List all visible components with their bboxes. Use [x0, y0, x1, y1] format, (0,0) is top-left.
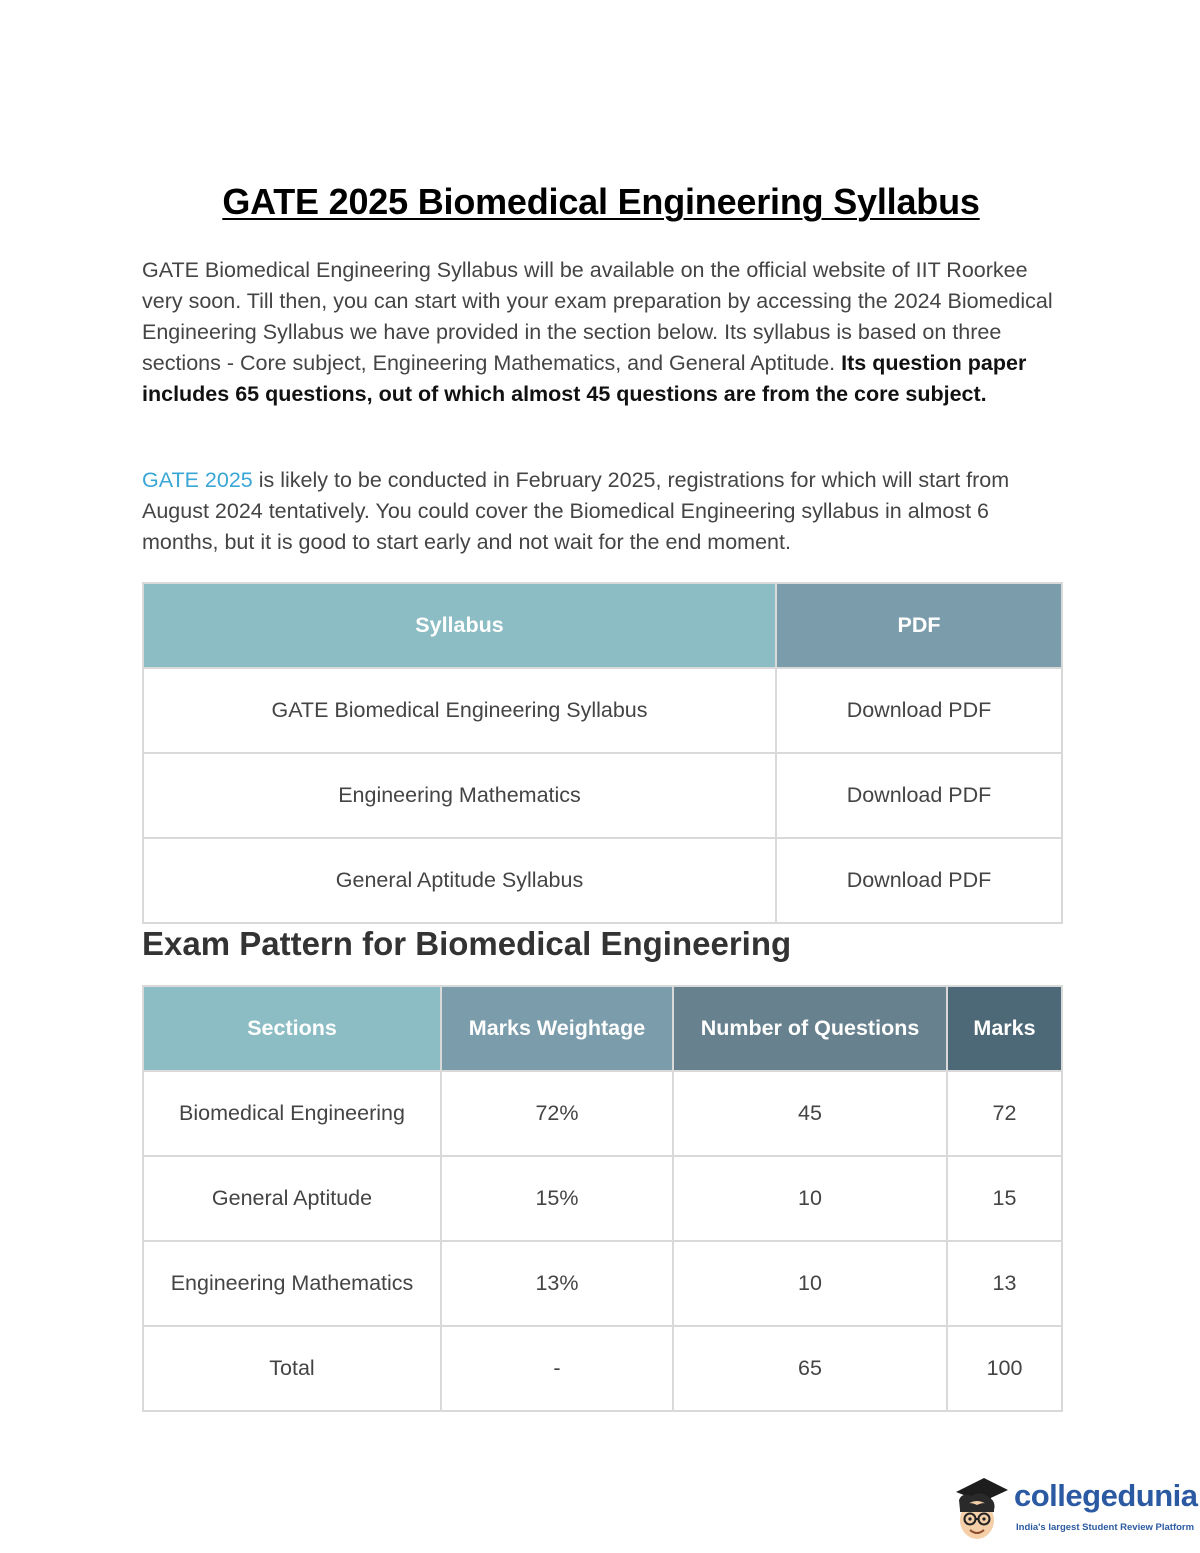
- question-count: 45: [673, 1071, 947, 1156]
- header-sections: Sections: [143, 986, 441, 1071]
- table-row: [143, 1241, 1062, 1326]
- question-count: 10: [673, 1241, 947, 1326]
- marks-value: 100: [947, 1326, 1062, 1411]
- header-marks: Marks: [947, 986, 1062, 1071]
- marks-weightage: -: [441, 1326, 673, 1411]
- syllabus-name: Engineering Mathematics: [143, 753, 776, 838]
- marks-value: 13: [947, 1241, 1062, 1326]
- exam-pattern-table: [142, 985, 1063, 1412]
- table-row: [143, 753, 1062, 838]
- syllabus-name: General Aptitude Syllabus: [143, 838, 776, 923]
- table-row: [143, 1071, 1062, 1156]
- marks-weightage: 13%: [441, 1241, 673, 1326]
- marks-weightage: 72%: [441, 1071, 673, 1156]
- download-pdf-link[interactable]: Download PDF: [776, 753, 1062, 838]
- collegedunia-logo[interactable]: [950, 1472, 1198, 1544]
- table-row-total: [143, 1326, 1062, 1411]
- section-name: General Aptitude: [143, 1156, 441, 1241]
- exam-pattern-header: [143, 986, 1062, 1071]
- syllabus-table-header: [143, 583, 1062, 668]
- section-name: Total: [143, 1326, 441, 1411]
- logo-wordmark: collegedunia: [1014, 1478, 1198, 1513]
- table-row: [143, 668, 1062, 753]
- download-pdf-link[interactable]: Download PDF: [776, 838, 1062, 923]
- syllabus-name: GATE Biomedical Engineering Syllabus: [143, 668, 776, 753]
- header-number-of-questions: Number of Questions: [673, 986, 947, 1071]
- schedule-text: is likely to be conducted in February 2025, registrations for which will start from August 2024 tentatively. You could cover the Biomedical Engineering syllabus in almost 6 months, but it is good to start early and not wait for the end moment.: [142, 468, 1010, 554]
- table-row: [143, 838, 1062, 923]
- mascot-icon: [950, 1472, 1012, 1544]
- marks-value: 72: [947, 1071, 1062, 1156]
- question-count: 65: [673, 1326, 947, 1411]
- header-syllabus: Syllabus: [143, 583, 776, 668]
- table-row: [143, 1156, 1062, 1241]
- marks-weightage: 15%: [441, 1156, 673, 1241]
- intro-paragraph: [142, 255, 1060, 410]
- intro-bold-text: Its question paper includes 65 questions, out of which almost 45 questions are from the core subject.: [142, 351, 1027, 406]
- marks-value: 15: [947, 1156, 1062, 1241]
- exam-pattern-heading: Exam Pattern for Biomedical Engineering: [142, 925, 792, 962]
- question-count: 10: [673, 1156, 947, 1241]
- header-marks-weightage: Marks Weightage: [441, 986, 673, 1071]
- syllabus-table: [142, 582, 1063, 924]
- download-pdf-link[interactable]: Download PDF: [776, 668, 1062, 753]
- page-title: GATE 2025 Biomedical Engineering Syllabus: [222, 181, 980, 222]
- schedule-paragraph: [142, 465, 1060, 558]
- gate-2025-link[interactable]: GATE 2025: [142, 468, 253, 492]
- section-name: Engineering Mathematics: [143, 1241, 441, 1326]
- intro-text: GATE Biomedical Engineering Syllabus will be available on the official website of IIT Roorkee very soon. Till then, you can start with your exam preparation by accessing the 2024 Biomedical Engineering Syllabus we have provided in the section below. Its syllabus is based on three sections - Core subject, Engineering Mathematics, and General Aptitude.: [142, 258, 1053, 375]
- logo-tagline: India's largest Student Review Platform: [1016, 1522, 1195, 1533]
- section-name: Biomedical Engineering: [143, 1071, 441, 1156]
- header-pdf: PDF: [776, 583, 1062, 668]
